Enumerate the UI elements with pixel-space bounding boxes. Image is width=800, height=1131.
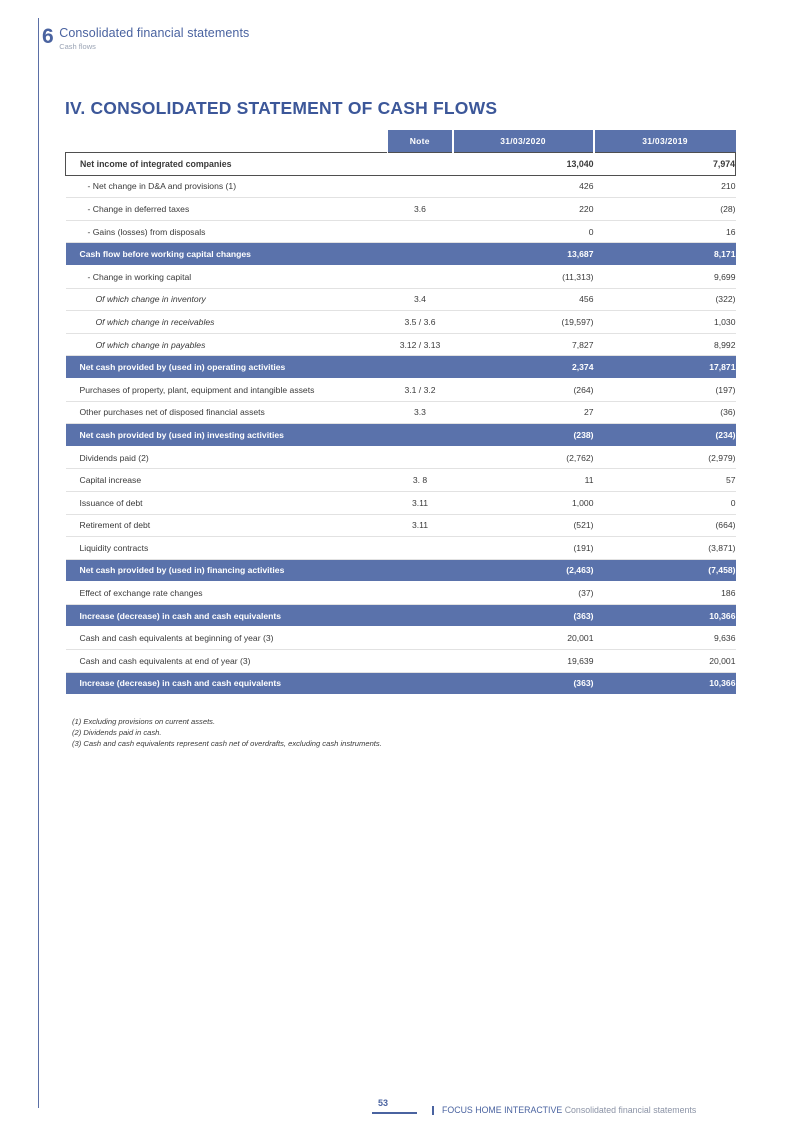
table-body: [66, 153, 736, 695]
row-label: - Net change in D&A and provisions (1): [66, 175, 388, 198]
row-value-2020: (2,762): [453, 446, 594, 469]
row-value-2020: 426: [453, 175, 594, 198]
row-label: - Gains (losses) from disposals: [66, 220, 388, 243]
row-value-2019: 8,992: [594, 333, 736, 356]
column-header-year-2020: 31/03/2020: [453, 130, 594, 153]
row-label: Effect of exchange rate changes: [66, 582, 388, 605]
row-value-2019: (197): [594, 378, 736, 401]
row-value-2019: 57: [594, 469, 736, 492]
row-value-2020: 1,000: [453, 491, 594, 514]
table-row: [66, 311, 736, 334]
row-value-2019: 210: [594, 175, 736, 198]
table-row: [66, 401, 736, 424]
row-value-2020: (363): [453, 672, 594, 695]
row-value-2020: 2,374: [453, 356, 594, 379]
table-row: [66, 424, 736, 447]
page-number: 53: [378, 1098, 389, 1108]
row-value-2020: (264): [453, 378, 594, 401]
footnote-3: (3) Cash and cash equivalents represent cash net of overdrafts, excluding cash instruments.: [72, 739, 382, 748]
row-value-2020: 0: [453, 220, 594, 243]
row-value-2019: (234): [594, 424, 736, 447]
footnote-2: (2) Dividends paid in cash.: [72, 728, 162, 737]
row-note: 3. 8: [388, 469, 453, 492]
row-label: Net income of integrated companies: [66, 153, 388, 176]
row-value-2019: (3,871): [594, 537, 736, 560]
row-label: Increase (decrease) in cash and cash equivalents: [66, 672, 388, 695]
row-note: [388, 243, 453, 266]
row-note: [388, 672, 453, 695]
table-row: [66, 469, 736, 492]
header-section-title: Consolidated financial statements: [59, 26, 250, 40]
row-label: Net cash provided by (used in) financing activities: [66, 559, 388, 582]
row-label: Of which change in payables: [66, 333, 388, 356]
table-row: [66, 333, 736, 356]
table-header-row: [66, 130, 736, 153]
row-note: 3.3: [388, 401, 453, 424]
row-note: 3.6: [388, 198, 453, 221]
row-value-2020: (11,313): [453, 265, 594, 288]
left-margin-rule: [38, 18, 39, 1108]
row-value-2020: 27: [453, 401, 594, 424]
table-row: [66, 559, 736, 582]
row-value-2020: (191): [453, 537, 594, 560]
row-value-2020: 13,687: [453, 243, 594, 266]
row-value-2020: 456: [453, 288, 594, 311]
row-note: 3.11: [388, 491, 453, 514]
row-value-2019: 16: [594, 220, 736, 243]
footer-rule: [372, 1112, 417, 1114]
row-value-2020: (19,597): [453, 311, 594, 334]
table-row: [66, 243, 736, 266]
row-value-2019: 8,171: [594, 243, 736, 266]
row-value-2020: 11: [453, 469, 594, 492]
cash-flow-table: [65, 130, 736, 695]
row-value-2020: (363): [453, 604, 594, 627]
row-value-2019: (2,979): [594, 446, 736, 469]
row-value-2020: (37): [453, 582, 594, 605]
row-value-2020: 220: [453, 198, 594, 221]
row-note: [388, 220, 453, 243]
footer-brand: [442, 1105, 696, 1115]
row-label: Liquidity contracts: [66, 537, 388, 560]
row-label: Net cash provided by (used in) operating activities: [66, 356, 388, 379]
row-value-2019: 9,699: [594, 265, 736, 288]
table-head: [66, 130, 736, 153]
row-value-2020: (2,463): [453, 559, 594, 582]
row-note: [388, 537, 453, 560]
row-label: Retirement of debt: [66, 514, 388, 537]
row-value-2019: (28): [594, 198, 736, 221]
table-row: [66, 175, 736, 198]
row-value-2019: (7,458): [594, 559, 736, 582]
table-row: [66, 356, 736, 379]
row-note: 3.5 / 3.6: [388, 311, 453, 334]
page-footer: [0, 1098, 800, 1122]
row-note: 3.4: [388, 288, 453, 311]
row-value-2019: 9,636: [594, 627, 736, 650]
header-text-group: [59, 26, 249, 52]
table-row: [66, 537, 736, 560]
footnote-1: (1) Excluding provisions on current assets.: [72, 717, 216, 726]
row-label: Dividends paid (2): [66, 446, 388, 469]
column-header-label: [66, 130, 388, 153]
row-label: Purchases of property, plant, equipment and intangible assets: [66, 378, 388, 401]
row-value-2019: 0: [594, 491, 736, 514]
row-value-2019: 7,974: [594, 153, 736, 176]
row-label: Other purchases net of disposed financial assets: [66, 401, 388, 424]
row-value-2019: 1,030: [594, 311, 736, 334]
row-value-2019: 17,871: [594, 356, 736, 379]
row-value-2019: 20,001: [594, 650, 736, 673]
row-value-2019: (36): [594, 401, 736, 424]
row-note: [388, 153, 453, 176]
table-row: [66, 288, 736, 311]
row-value-2019: 186: [594, 582, 736, 605]
row-value-2020: 13,040: [453, 153, 594, 176]
table-row: [66, 672, 736, 695]
row-value-2019: (322): [594, 288, 736, 311]
row-note: [388, 424, 453, 447]
table-row: [66, 650, 736, 673]
table-row: [66, 514, 736, 537]
row-label: - Change in deferred taxes: [66, 198, 388, 221]
row-label: - Change in working capital: [66, 265, 388, 288]
chapter-number: 6: [42, 25, 54, 48]
header-section-subtitle: Cash flows: [59, 41, 96, 51]
row-note: [388, 446, 453, 469]
column-header-note: Note: [388, 130, 453, 153]
table-row: [66, 582, 736, 605]
table-row: [66, 378, 736, 401]
row-note: [388, 627, 453, 650]
table-row: [66, 265, 736, 288]
table-row: [66, 491, 736, 514]
row-value-2020: 7,827: [453, 333, 594, 356]
row-label: Cash flow before working capital changes: [66, 243, 388, 266]
row-note: [388, 356, 453, 379]
row-label: Increase (decrease) in cash and cash equivalents: [66, 604, 388, 627]
row-note: [388, 650, 453, 673]
row-note: 3.1 / 3.2: [388, 378, 453, 401]
footer-tick-mark: [432, 1106, 434, 1115]
cash-flow-table-wrapper: [65, 130, 735, 695]
row-value-2020: (238): [453, 424, 594, 447]
row-value-2020: 20,001: [453, 627, 594, 650]
table-row: [66, 220, 736, 243]
row-value-2019: 10,366: [594, 604, 736, 627]
row-label: Capital increase: [66, 469, 388, 492]
row-value-2020: 19,639: [453, 650, 594, 673]
row-label: Issuance of debt: [66, 491, 388, 514]
row-note: [388, 175, 453, 198]
row-note: [388, 265, 453, 288]
row-note: [388, 604, 453, 627]
table-row: [66, 153, 736, 176]
row-label: Cash and cash equivalents at beginning of year (3): [66, 627, 388, 650]
row-note: 3.11: [388, 514, 453, 537]
row-label: Of which change in receivables: [66, 311, 388, 334]
row-value-2019: (664): [594, 514, 736, 537]
table-row: [66, 627, 736, 650]
row-note: [388, 582, 453, 605]
document-header: [38, 26, 249, 52]
table-row: [66, 446, 736, 469]
row-note: 3.12 / 3.13: [388, 333, 453, 356]
row-value-2020: (521): [453, 514, 594, 537]
column-header-year-2019: 31/03/2019: [594, 130, 736, 153]
footnotes-block: [72, 716, 382, 749]
footer-brand-suffix: Consolidated financial statements: [564, 1105, 697, 1115]
table-row: [66, 604, 736, 627]
row-note: [388, 559, 453, 582]
row-label: Cash and cash equivalents at end of year (3): [66, 650, 388, 673]
footer-brand-name: FOCUS HOME INTERACTIVE: [442, 1105, 563, 1115]
row-value-2019: 10,366: [594, 672, 736, 695]
row-label: Net cash provided by (used in) investing activities: [66, 424, 388, 447]
table-row: [66, 198, 736, 221]
page-title: IV. CONSOLIDATED STATEMENT OF CASH FLOWS: [65, 98, 498, 118]
row-label: Of which change in inventory: [66, 288, 388, 311]
